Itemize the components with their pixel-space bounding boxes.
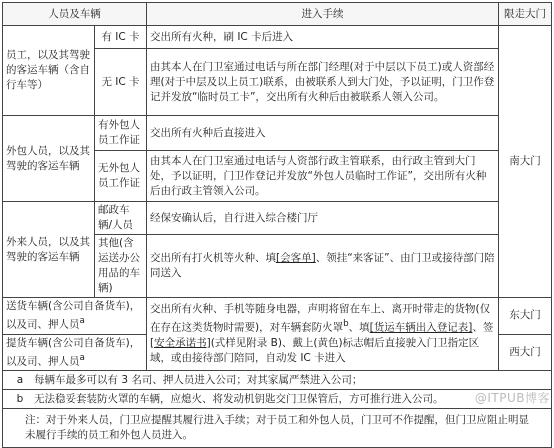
- employee-no-card-procedure: 由其本人在门卫室通过电话与所在部门经理(对于中层以下员工)或人资部经理(对于中层及以上员工)联系，由被联系人到大门处，予以证明，门卫作登记并发放“临时员工卡”，交出所有火种后由被联系人领入公司。: [147, 49, 499, 116]
- contractor-no-cert-label: 无外包人员工作证: [95, 151, 147, 202]
- footnote-b: b 无法稳妥套装防火罩的车辆，应熄火、将发动机钥匙交门卫保管后，方可推行进入公司。: [3, 390, 552, 409]
- goods-procedure: 交出所有火种、手机等随身电器，声明将留在车上、离开时带走的货物(仅在存在这类货物时需要)，对车辆套防火罩$^b$、填[货运车辆出入登记表]、签[安全承诺书](式样见附录 B)、戴上(黄色)标志帽后直接驶入门卫指定区域，或由接待部门陪同，自动发 IC 卡进入: [147, 298, 499, 371]
- remark-row: [3, 409, 552, 448]
- delivery-label: 送货车辆(含公司自备货车)，以及司、押人员$^a$: [3, 298, 147, 335]
- footnote-a: a 每辆车最多可以有 3 名司、押人员进入公司；对其家属严禁进入公司；: [3, 371, 552, 390]
- contractor-with-cert-label: 有外包人员工作证: [95, 116, 147, 151]
- employee-with-card-procedure: 交出所有火种，刷 IC 卡后进入: [147, 26, 499, 49]
- table-row: [3, 202, 552, 235]
- header-personnel: 人员及车辆: [3, 3, 147, 26]
- pickup-label: 提货车辆(含公司自备货车)，以及司、押人员$^a$: [3, 334, 147, 371]
- watermark: @ITPUB博客: [474, 391, 550, 405]
- header-gate: 限走大门: [499, 3, 552, 26]
- visitor-other-label: 其他(含运送办公用品的车辆): [95, 235, 147, 298]
- visitor-label: 外来人员，以及其驾驶的客运车辆: [3, 202, 95, 298]
- freight-log-link[interactable]: [货运车辆出入登记表]: [369, 321, 473, 334]
- remark: 注：对于外来人员，门卫应提醒其履行进入手续；对于员工和外包人员，门卫可不作提醒，但门卫应阻止明显未履行手续的员工和外包人员进入。: [3, 409, 552, 448]
- employee-with-card-label: 有 IC 卡: [95, 26, 147, 49]
- safety-pledge-link[interactable]: [安全承诺书]: [150, 336, 211, 349]
- contractor-with-cert-procedure: 交出所有火种后直接进入: [147, 116, 499, 151]
- contractor-label: 外包人员，以及其驾驶的客运车辆: [3, 116, 95, 202]
- gate-entry-table: [2, 2, 552, 448]
- visitor-postal-procedure: 经保安确认后，自行进入综合楼门厅: [147, 202, 499, 235]
- table-row: [3, 26, 552, 49]
- header-procedure: 进入手续: [147, 3, 499, 26]
- south-gate: 南大门: [499, 26, 552, 298]
- footnote-row: [3, 390, 552, 409]
- visitor-postal-label: 邮政车辆/人员: [95, 202, 147, 235]
- east-gate: 东大门: [499, 298, 552, 335]
- employee-no-card-label: 无 IC 卡: [95, 49, 147, 116]
- west-gate: 西大门: [499, 334, 552, 371]
- table-row: [3, 298, 552, 335]
- visitor-other-procedure: 交出所有打火机等火种、填[会客单]、领挂“来客证”、由门卫或接待部门陪同送入: [147, 235, 499, 298]
- footnote-row: [3, 371, 552, 390]
- employee-label: 员工，以及其驾驶的客运车辆（含自行车等）: [3, 26, 95, 116]
- visitor-form-link[interactable]: [会客单]: [276, 252, 316, 264]
- contractor-no-cert-procedure: 由其本人在门卫室通过电话与人资部行政主管联系，由行政主管到大门处，予以证明，门卫作登记并发放“外包人员临时工作证”，交出所有火种后由行政主管领入公司。: [147, 151, 499, 202]
- header-row: [3, 3, 552, 26]
- table-row: [3, 116, 552, 151]
